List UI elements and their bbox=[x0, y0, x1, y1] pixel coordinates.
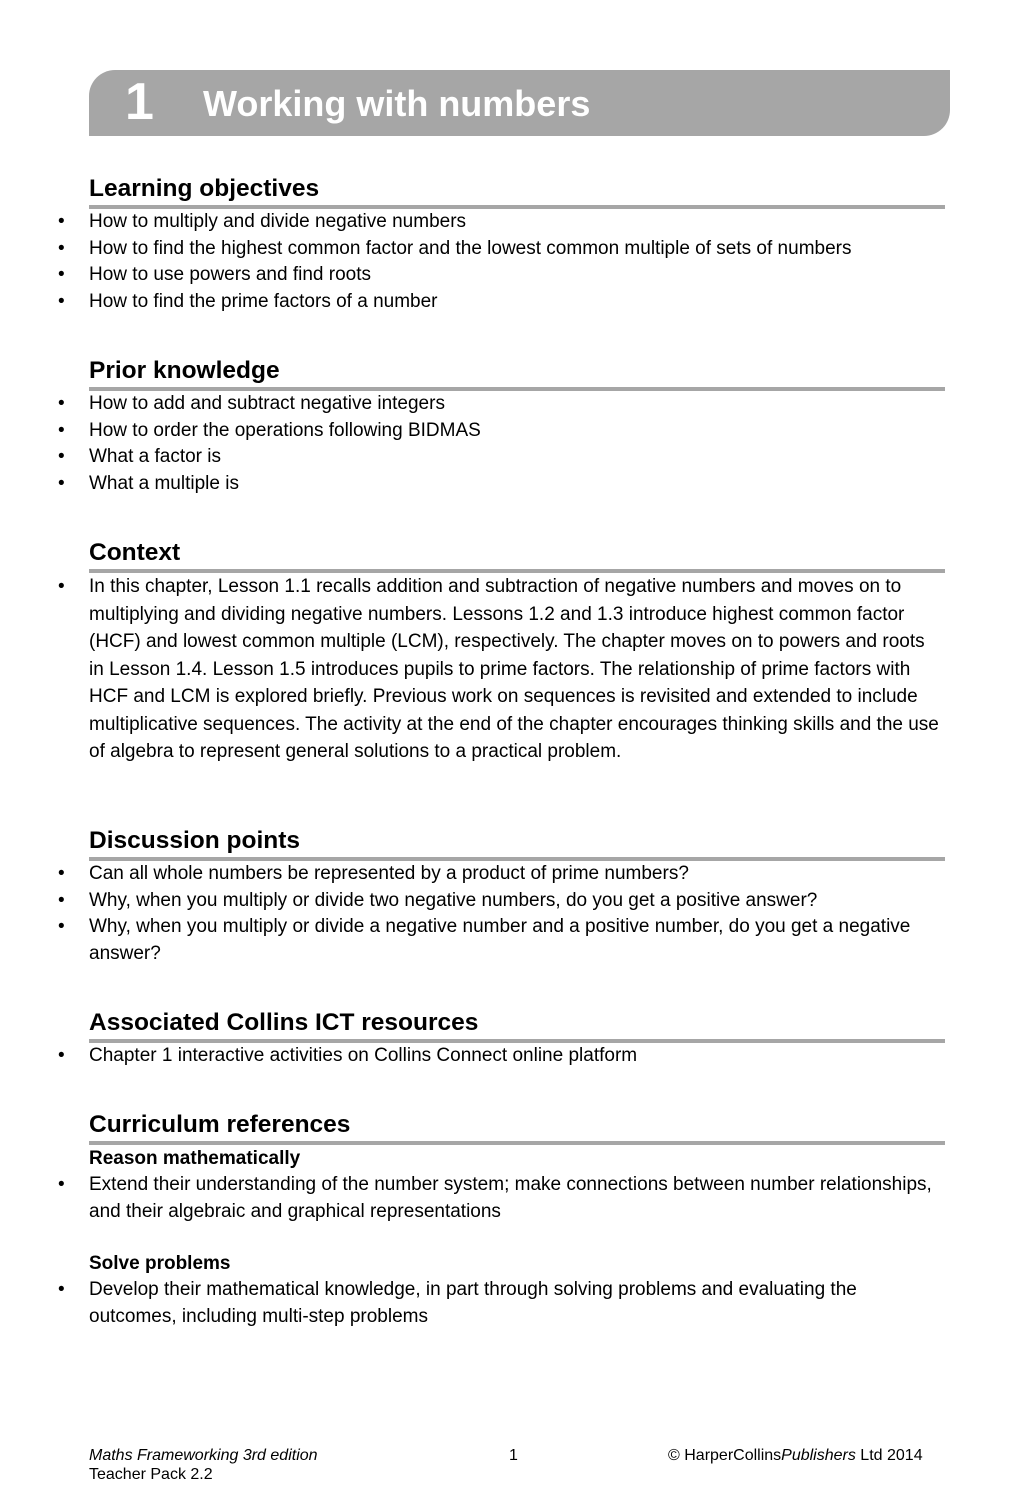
section-heading: Associated Collins ICT resources bbox=[89, 1008, 945, 1043]
list-item: • Develop their mathematical knowledge, in part through solving problems and evaluating the outcomes, including multi-step problems bbox=[58, 1279, 857, 1328]
list-item: • How to order the operations following BIDMAS bbox=[58, 419, 481, 441]
list-item: • How to find the highest common factor and the lowest common multiple of sets of numbers bbox=[58, 237, 852, 259]
section-heading: Learning objectives bbox=[89, 174, 945, 209]
section-ict-resources bbox=[0, 1008, 1030, 1070]
list-item: • Chapter 1 interactive activities on Collins Connect online platform bbox=[58, 1045, 638, 1066]
chapter-banner bbox=[89, 70, 950, 136]
section-context bbox=[0, 538, 1030, 766]
section-heading: Prior knowledge bbox=[89, 356, 945, 391]
section-prior-knowledge bbox=[0, 356, 1030, 498]
list-item: • Why, when you multiply or divide two negative numbers, do you get a positive answer? bbox=[58, 889, 818, 911]
section-learning-objectives bbox=[0, 174, 1030, 316]
list-item: • Can all whole numbers be represented by a product of prime numbers? bbox=[58, 863, 689, 884]
list-item: • How to add and subtract negative integers bbox=[58, 393, 445, 414]
section-heading: Context bbox=[89, 538, 945, 573]
subheading: Reason mathematically bbox=[89, 1148, 301, 1169]
chapter-title: Working with numbers bbox=[203, 83, 591, 124]
footer-book-title: Maths Frameworking 3rd edition bbox=[89, 1447, 318, 1464]
list-item: • Extend their understanding of the number system; make connections between number relationships, and their algebraic and graphical representations bbox=[58, 1174, 932, 1222]
section-heading: Discussion points bbox=[89, 826, 945, 861]
chapter-number: 1 bbox=[125, 73, 154, 131]
footer-left bbox=[89, 1446, 318, 1484]
list-item: • What a multiple is bbox=[58, 473, 239, 495]
section-curriculum-references bbox=[0, 1110, 1030, 1331]
footer-copyright: © HarperCollinsPublishers Ltd 2014 bbox=[668, 1447, 923, 1464]
section-heading: Curriculum references bbox=[89, 1110, 945, 1145]
list-item: • How to find the prime factors of a number bbox=[58, 291, 438, 313]
page-number: 1 bbox=[509, 1447, 518, 1464]
list-item: • How to use powers and find roots bbox=[58, 264, 371, 286]
footer-pack: Teacher Pack 2.2 bbox=[89, 1466, 213, 1483]
section-discussion-points bbox=[0, 826, 1030, 968]
list-item: • Why, when you multiply or divide a negative number and a positive number, do you get a negative answer? bbox=[58, 916, 911, 965]
context-paragraph: • In this chapter, Lesson 1.1 recalls addition and subtraction of negative numbers and moves on to multiplying and dividing negative numbers. Lessons 1.2 and 1.3 introduce highest common factor (HCF) and lowest common multiple (LCM), respectively. The chapter moves on to powers and roots in Lesson 1.4. Lesson 1.5 introduces pupils to prime factors. The relationship of prime factors with HCF and LCM is explored briefly. Previous work on sequences is revisited and extended to include multiplicative sequences. The activity at the end of the chapter encourages thinking skills and the use of algebra to represent general solutions to a practical problem. bbox=[58, 576, 939, 762]
list-item: • What a factor is bbox=[58, 446, 221, 468]
subheading: Solve problems bbox=[89, 1253, 231, 1275]
list-item: • How to multiply and divide negative numbers bbox=[58, 211, 467, 232]
